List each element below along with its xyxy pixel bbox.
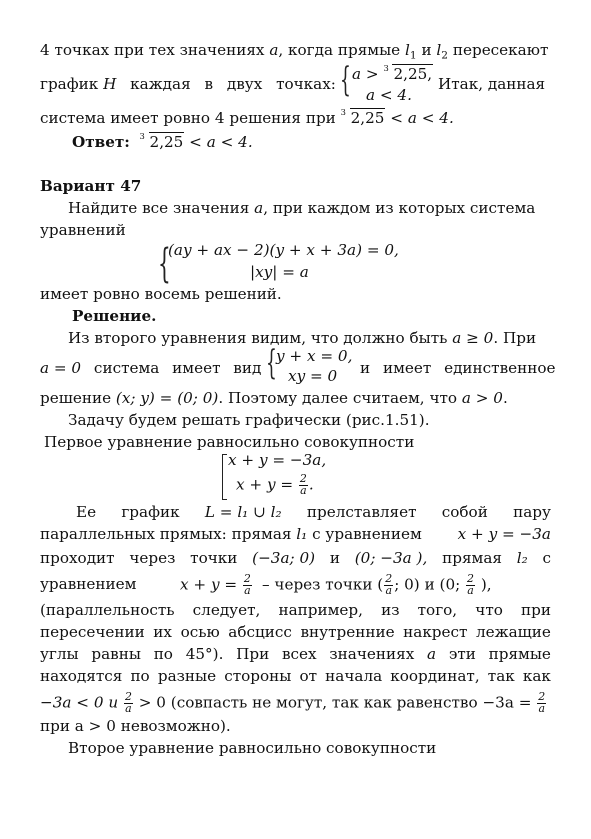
word: следует,	[192, 601, 261, 619]
numerator: 2	[385, 572, 393, 585]
last-line: Второе уравнение равносильно совокупности	[68, 739, 437, 757]
word: по	[153, 645, 173, 663]
system-line-1	[352, 64, 433, 84]
word: координат,	[390, 667, 480, 685]
set-line-1: x + y = −3a,	[228, 451, 327, 469]
word: и	[329, 549, 340, 567]
text-line-2	[40, 74, 340, 94]
para-line-2	[40, 524, 551, 544]
root-index: 3	[383, 63, 389, 73]
inequality: −3a < 0 и	[40, 693, 123, 712]
word: углы	[40, 645, 79, 663]
set-bracket	[222, 454, 227, 500]
solution-line-5: Первое уравнение равносильно совокупности	[44, 433, 415, 451]
formula: x + y = −3a	[457, 525, 551, 543]
var-l: l	[405, 41, 410, 59]
word: значениях	[329, 645, 415, 663]
word: внутренние	[300, 623, 395, 641]
word: лежащие	[476, 623, 551, 641]
word: через	[129, 549, 176, 567]
denominator: a	[467, 583, 474, 597]
system-line-1: y + x = 0,	[276, 347, 353, 365]
solution-line-1	[68, 328, 551, 348]
text-line-3	[40, 108, 551, 128]
text-itak: Итак, данная	[438, 75, 546, 93]
subscript: 2	[441, 48, 449, 62]
word: эти	[448, 645, 476, 663]
var-l: l	[436, 41, 442, 59]
solution-line-2	[40, 358, 270, 378]
var-a: a	[352, 65, 362, 83]
text: каждая в двух точках:	[116, 75, 336, 93]
text: и	[416, 41, 437, 59]
fraction	[466, 574, 475, 597]
task-line-1	[68, 198, 551, 218]
text: пересекают	[448, 41, 549, 59]
radicand: 2,25	[149, 133, 184, 151]
fraction	[537, 692, 546, 715]
numerator: 2	[124, 690, 132, 703]
var-a: a	[427, 645, 437, 663]
task-line-2: уравнений	[40, 221, 126, 239]
system-brace: {	[158, 241, 171, 287]
numerator: 2	[467, 572, 475, 585]
condition: a ≥ 0	[452, 329, 494, 347]
word: с	[542, 549, 551, 567]
word: прелставляет	[306, 503, 417, 521]
word: прямая	[442, 549, 502, 567]
para-line-7	[40, 644, 551, 664]
word: пересечении	[40, 623, 145, 641]
text: Найдите все значения	[68, 199, 255, 217]
word: так	[487, 667, 515, 685]
answer-line	[72, 132, 583, 152]
condition: a > 0	[461, 389, 503, 407]
formula: L = l₁ ∪ l₂	[204, 503, 282, 521]
text: Из второго уравнения видим, что должно быть	[68, 329, 453, 347]
text: ; 0) и (0;	[394, 575, 466, 594]
text: . При	[493, 329, 537, 347]
text: .	[502, 389, 508, 407]
text: x + y =	[180, 575, 238, 594]
system-line-2: xy = 0	[288, 367, 338, 385]
inequality: < a < 4.	[184, 133, 253, 151]
fraction	[299, 474, 308, 497]
text: и имеет единственное	[360, 359, 556, 377]
para-line-4	[40, 572, 551, 597]
fraction	[124, 692, 133, 715]
system-line-2: a < 4.	[366, 86, 412, 104]
word: При	[236, 645, 270, 663]
word: 45°).	[185, 645, 224, 663]
system-brace: {	[266, 343, 277, 383]
cube-root	[383, 64, 433, 84]
set-line-2	[236, 474, 314, 497]
word: что	[475, 601, 503, 619]
solution-line-3	[40, 388, 551, 408]
denominator: a	[385, 583, 392, 597]
radicand: 2,25,	[393, 65, 433, 83]
word: осью	[180, 623, 220, 641]
para-line-5	[40, 600, 551, 620]
text: , при каждом из которых система	[263, 199, 536, 217]
fraction	[243, 574, 252, 597]
word: от	[299, 667, 318, 685]
cube-root	[140, 132, 185, 152]
text: с уравнением	[307, 525, 422, 543]
formula	[180, 574, 253, 597]
text: x + y =	[236, 475, 298, 494]
word: точки	[190, 549, 238, 567]
radicand: 2,25	[350, 109, 385, 127]
root-index: 3	[139, 131, 145, 141]
word: равны	[91, 645, 141, 663]
text: ),	[476, 575, 492, 594]
text: , когда прямые	[278, 41, 405, 59]
word: находятся	[40, 667, 123, 685]
root-index: 3	[340, 107, 346, 117]
inequality: < a < 4.	[385, 109, 454, 127]
cube-root	[341, 108, 386, 128]
text: параллельных прямых: прямая	[40, 525, 297, 543]
var-l1: l₁	[296, 525, 308, 543]
point: (−3a; 0)	[252, 549, 316, 567]
denominator: a	[300, 483, 307, 497]
text: . Поэтому далее считаем, что	[218, 389, 462, 407]
word: пару	[513, 503, 551, 521]
text: система имеет ровно 4 решения при	[40, 109, 341, 127]
word: как	[522, 667, 551, 685]
system-brace: {	[340, 60, 351, 100]
var-a: a	[269, 41, 279, 59]
numerator: 2	[299, 472, 307, 485]
numerator: 2	[538, 690, 546, 703]
word: стороны	[224, 667, 292, 685]
solution-label: Решение.	[72, 307, 157, 325]
word: собой	[441, 503, 488, 521]
word: проходит	[40, 549, 115, 567]
denominator: a	[244, 583, 251, 597]
para-line-3	[40, 548, 551, 568]
variant-title: Вариант 47	[40, 177, 142, 195]
text: решение	[40, 389, 116, 407]
text: уравнением	[40, 575, 137, 593]
condition: a = 0	[40, 359, 82, 377]
word: Ее	[76, 503, 97, 521]
text: > 0 (совпасть не могут, так как равенство −3a =	[133, 693, 537, 712]
equation-1: (ay + ax − 2)(y + x + 3a) = 0,	[168, 241, 399, 259]
para-line-9	[40, 692, 551, 715]
word: (параллельность	[40, 601, 175, 619]
para-line-8	[40, 666, 551, 686]
para-line-6	[40, 622, 551, 642]
text-line-1	[40, 40, 551, 66]
denominator: a	[125, 701, 132, 715]
word: график	[121, 503, 180, 521]
text: >	[361, 65, 384, 83]
task-line-3: имеет ровно восемь решений.	[40, 285, 282, 303]
solution-line-4: Задачу будем решать графически (рис.1.51).	[68, 411, 430, 429]
word: всех	[282, 645, 317, 663]
text-points	[262, 574, 492, 597]
para-line-10: при a > 0 невозможно).	[40, 717, 231, 735]
var-l2: l₂	[516, 549, 528, 567]
text: система имеет вид	[81, 359, 262, 377]
word: разные	[157, 667, 217, 685]
word: прямые	[488, 645, 551, 663]
point: (x; y) = (0; 0)	[115, 389, 219, 407]
var-H: H	[103, 75, 117, 93]
text: – через точки (	[262, 575, 384, 594]
fraction	[384, 574, 393, 597]
word: из	[381, 601, 400, 619]
word: по	[130, 667, 150, 685]
numerator: 2	[243, 572, 251, 585]
text: график	[40, 75, 104, 93]
word: накрест	[403, 623, 468, 641]
word: начала	[325, 667, 383, 685]
word: например,	[278, 601, 363, 619]
word: абсцисс	[228, 623, 292, 641]
denominator: a	[538, 701, 546, 715]
equation-2: |xy| = a	[250, 263, 309, 281]
var-a: a	[254, 199, 264, 217]
point: (0; −3a ),	[354, 549, 428, 567]
subscript: 1	[409, 48, 417, 62]
word: того,	[417, 601, 458, 619]
text: .	[308, 475, 314, 494]
text: 4 точках при тех значениях	[40, 41, 270, 59]
word: при	[521, 601, 551, 619]
answer-label: Ответ:	[72, 133, 130, 151]
word: их	[153, 623, 172, 641]
para-line-1	[76, 502, 551, 522]
